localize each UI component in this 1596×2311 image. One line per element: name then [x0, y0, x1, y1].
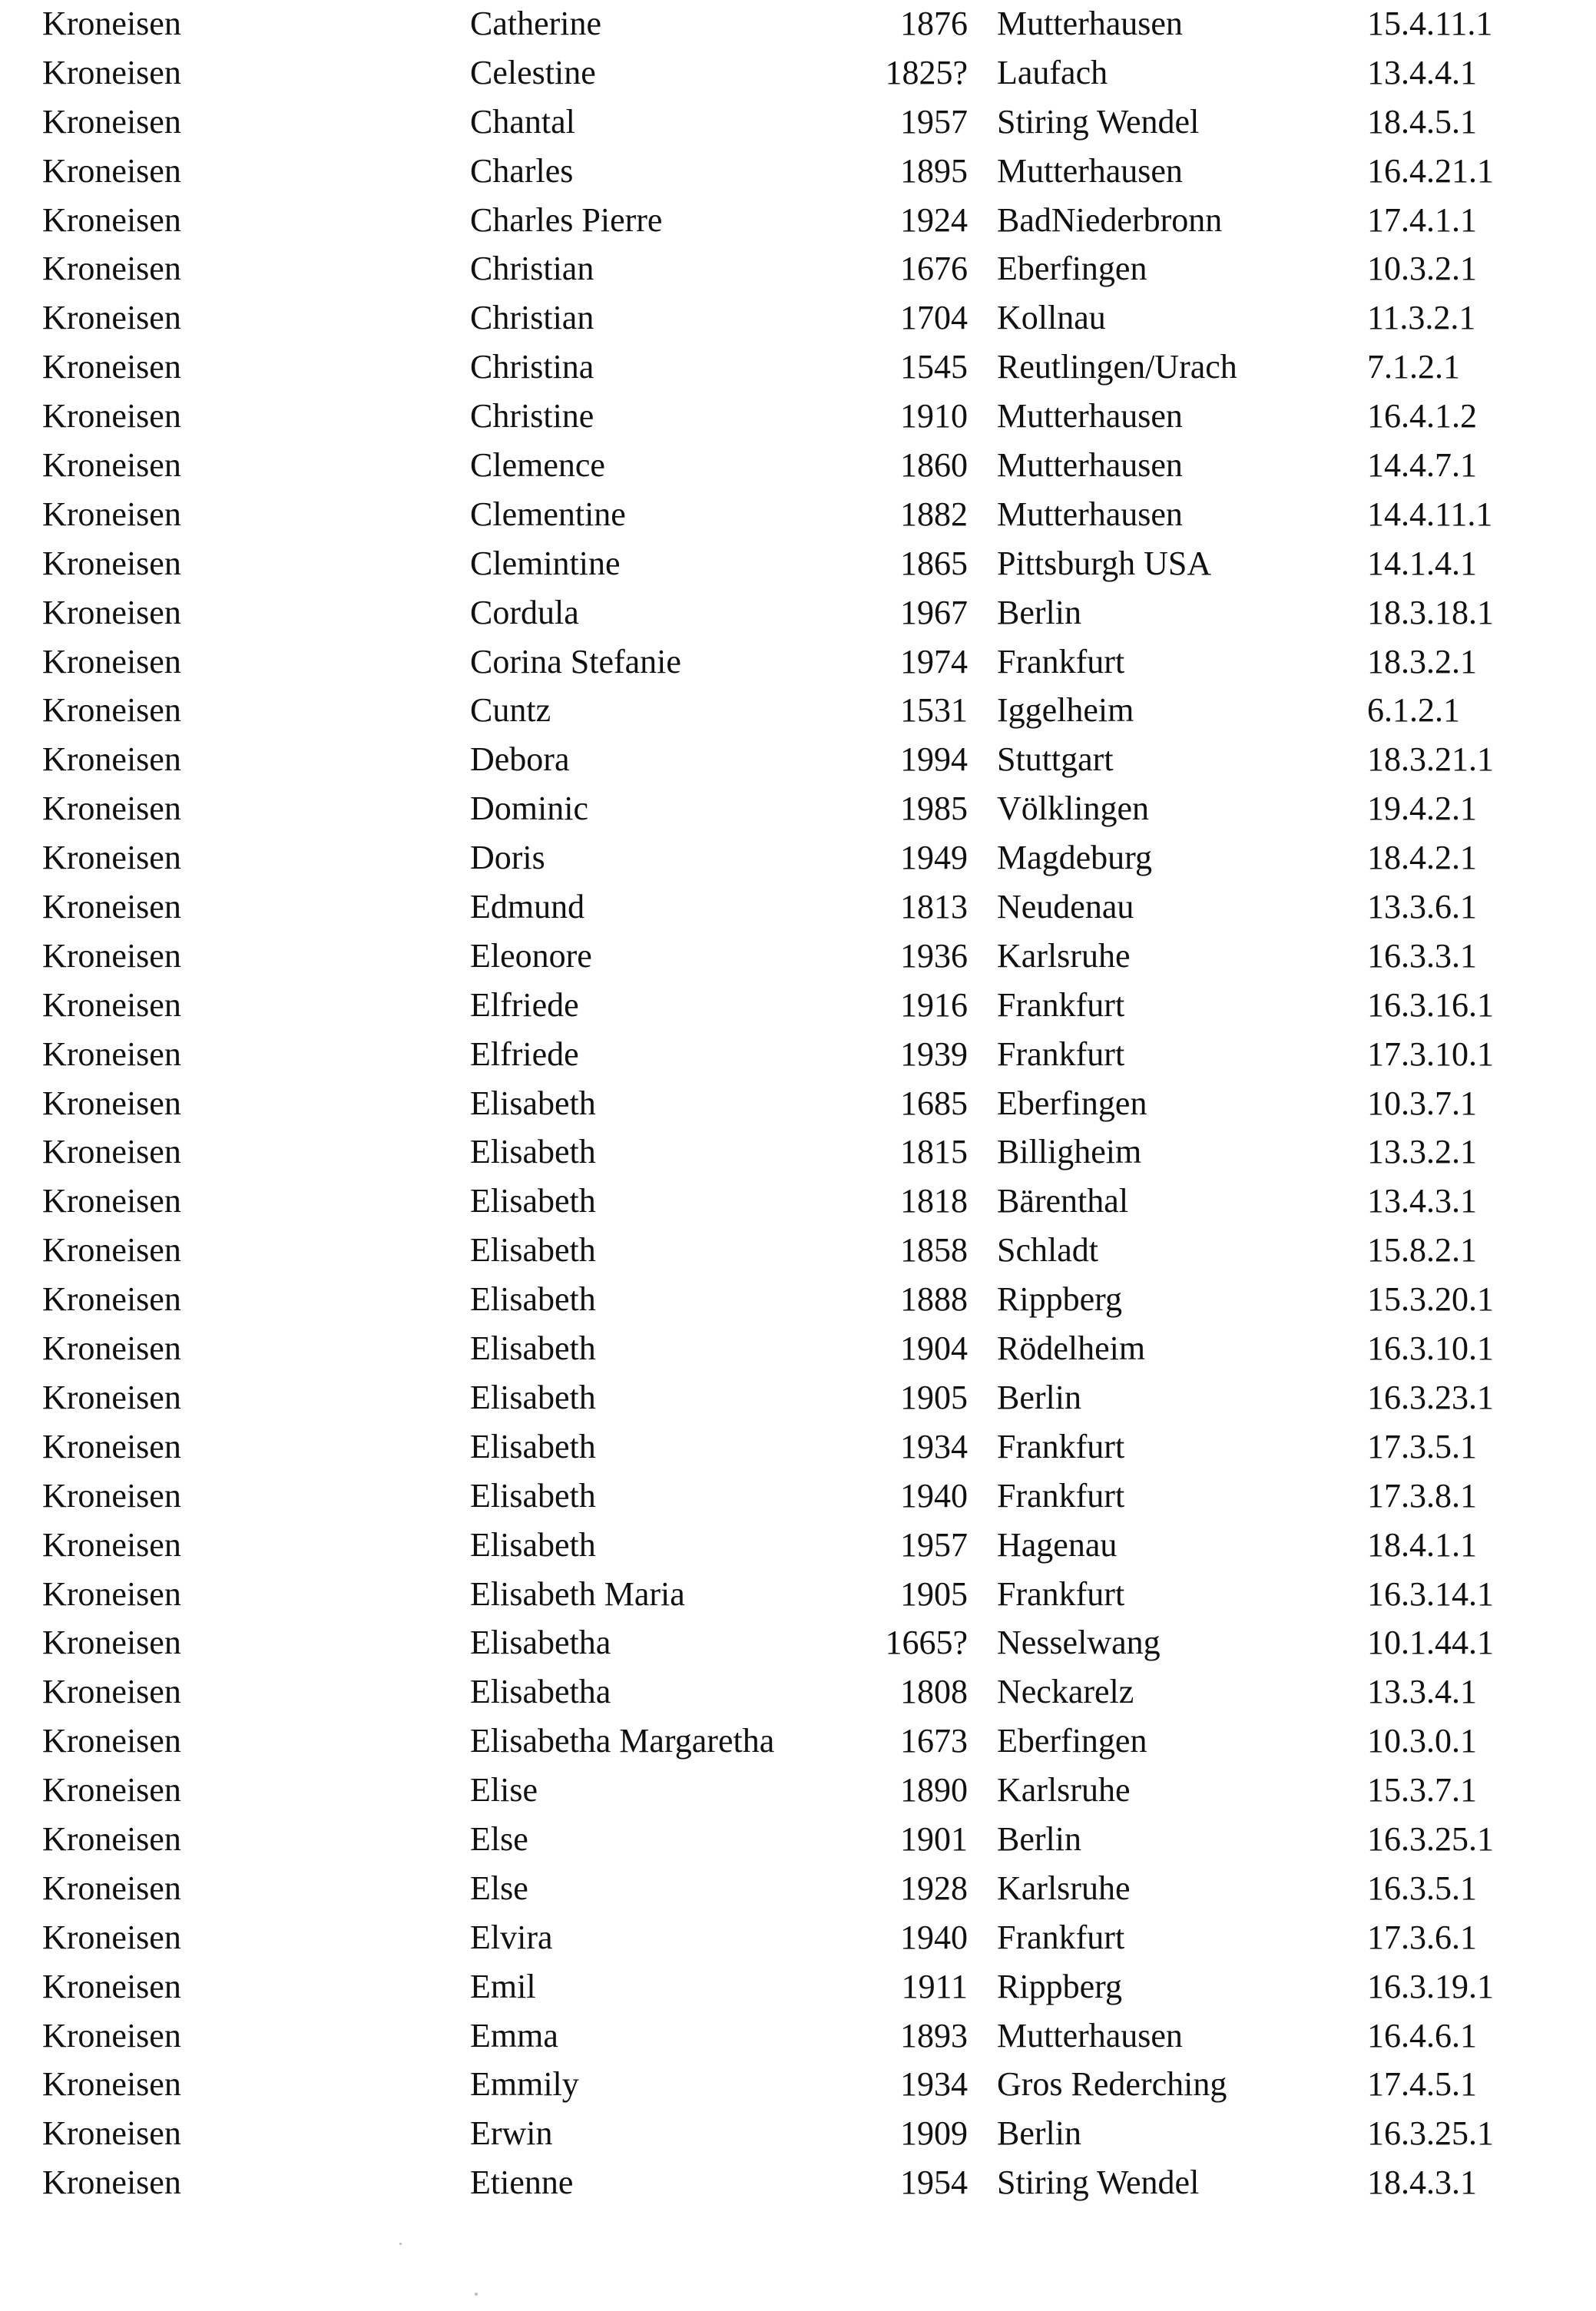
- year-cell: 1893: [900, 2016, 968, 2054]
- code-cell: 10.3.7.1: [1367, 1084, 1477, 1122]
- place-cell: Bärenthal: [997, 1182, 1129, 1220]
- table-row: [0, 1868, 1596, 1917]
- given-name-cell: Elise: [470, 1771, 538, 1809]
- code-cell: 19.4.2.1: [1367, 790, 1477, 828]
- surname-cell: Kroneisen: [42, 102, 181, 141]
- code-cell: 11.3.2.1: [1367, 299, 1476, 337]
- given-name-cell: Dominic: [470, 790, 588, 828]
- code-cell: 16.3.19.1: [1367, 1967, 1494, 2005]
- code-cell: 13.3.6.1: [1367, 888, 1477, 926]
- place-cell: Schladt: [997, 1231, 1098, 1270]
- place-cell: Rippberg: [997, 1280, 1122, 1319]
- given-name-cell: Else: [470, 1819, 528, 1858]
- code-cell: 14.1.4.1: [1367, 544, 1477, 582]
- surname-cell: Kroneisen: [42, 1819, 181, 1858]
- year-cell: 1909: [900, 2114, 968, 2153]
- table-row: [0, 1574, 1596, 1623]
- year-cell: 1928: [900, 1869, 968, 1907]
- given-name-cell: Eleonore: [470, 936, 592, 975]
- table-row: [0, 788, 1596, 837]
- given-name-cell: Celestine: [470, 53, 596, 91]
- place-cell: Mutterhausen: [997, 2016, 1183, 2054]
- surname-cell: Kroneisen: [42, 593, 181, 631]
- place-cell: Reutlingen/Urach: [997, 348, 1237, 386]
- table-row: [0, 1966, 1596, 2015]
- code-cell: 13.4.3.1: [1367, 1182, 1477, 1220]
- surname-cell: Kroneisen: [42, 348, 181, 386]
- code-cell: 7.1.2.1: [1367, 348, 1460, 386]
- surname-cell: Kroneisen: [42, 1231, 181, 1270]
- table-row: [0, 3, 1596, 52]
- place-cell: Karlsruhe: [997, 1869, 1131, 1907]
- year-cell: 1704: [900, 299, 968, 337]
- year-cell: 1985: [900, 790, 968, 828]
- table-row: [0, 592, 1596, 641]
- place-cell: Kollnau: [997, 299, 1106, 337]
- given-name-cell: Edmund: [470, 888, 585, 926]
- table-row: [0, 641, 1596, 690]
- year-cell: 1911: [901, 1967, 968, 2005]
- table-row: [0, 1230, 1596, 1279]
- code-cell: 18.3.21.1: [1367, 740, 1494, 779]
- code-cell: 15.3.20.1: [1367, 1280, 1494, 1319]
- given-name-cell: Elisabetha: [470, 1673, 611, 1711]
- place-cell: Frankfurt: [997, 1427, 1125, 1465]
- code-cell: 16.4.21.1: [1367, 151, 1494, 190]
- genealogy-table: [0, 3, 1596, 2211]
- table-row: [0, 396, 1596, 445]
- place-cell: Berlin: [997, 1378, 1081, 1416]
- surname-cell: Kroneisen: [42, 397, 181, 435]
- year-cell: 1905: [900, 1574, 968, 1613]
- given-name-cell: Corina Stefanie: [470, 642, 681, 680]
- code-cell: 14.4.11.1: [1367, 495, 1493, 533]
- surname-cell: Kroneisen: [42, 936, 181, 975]
- code-cell: 17.4.5.1: [1367, 2065, 1477, 2104]
- given-name-cell: Emma: [470, 2016, 558, 2054]
- code-cell: 13.4.4.1: [1367, 53, 1477, 91]
- place-cell: Rödelheim: [997, 1329, 1146, 1368]
- surname-cell: Kroneisen: [42, 1722, 181, 1760]
- surname-cell: Kroneisen: [42, 1574, 181, 1613]
- table-row: [0, 1622, 1596, 1671]
- surname-cell: Kroneisen: [42, 2016, 181, 2054]
- year-cell: 1545: [900, 348, 968, 386]
- given-name-cell: Debora: [470, 740, 570, 779]
- year-cell: 1954: [900, 2164, 968, 2202]
- surname-cell: Kroneisen: [42, 2164, 181, 2202]
- code-cell: 13.3.4.1: [1367, 1673, 1477, 1711]
- surname-cell: Kroneisen: [42, 1476, 181, 1515]
- code-cell: 18.4.3.1: [1367, 2164, 1477, 2202]
- place-cell: Eberfingen: [997, 1084, 1147, 1122]
- code-cell: 17.3.5.1: [1367, 1427, 1477, 1465]
- place-cell: Eberfingen: [997, 250, 1147, 288]
- code-cell: 16.3.16.1: [1367, 985, 1494, 1024]
- year-cell: 1676: [900, 250, 968, 288]
- place-cell: Stiring Wendel: [997, 2164, 1200, 2202]
- table-row: [0, 543, 1596, 592]
- given-name-cell: Elisabeth: [470, 1525, 596, 1564]
- year-cell: 1895: [900, 151, 968, 190]
- place-cell: Frankfurt: [997, 642, 1125, 680]
- table-row: [0, 297, 1596, 346]
- given-name-cell: Clementine: [470, 495, 626, 533]
- table-row: [0, 1525, 1596, 1574]
- surname-cell: Kroneisen: [42, 1673, 181, 1711]
- given-name-cell: Christina: [470, 348, 594, 386]
- surname-cell: Kroneisen: [42, 544, 181, 582]
- scan-speck: [399, 2243, 402, 2245]
- table-row: [0, 1770, 1596, 1819]
- place-cell: Frankfurt: [997, 1574, 1125, 1613]
- place-cell: BadNiederbronn: [997, 200, 1223, 239]
- year-cell: 1949: [900, 839, 968, 877]
- table-row: [0, 1475, 1596, 1525]
- table-row: [0, 985, 1596, 1034]
- place-cell: Berlin: [997, 1819, 1081, 1858]
- code-cell: 16.4.6.1: [1367, 2016, 1477, 2054]
- code-cell: 14.4.7.1: [1367, 446, 1477, 485]
- code-cell: 16.3.10.1: [1367, 1329, 1494, 1368]
- code-cell: 18.4.1.1: [1367, 1525, 1477, 1564]
- year-cell: 1818: [900, 1182, 968, 1220]
- given-name-cell: Christine: [470, 397, 594, 435]
- code-cell: 6.1.2.1: [1367, 691, 1460, 730]
- place-cell: Pittsburgh USA: [997, 544, 1212, 582]
- year-cell: 1940: [900, 1918, 968, 1956]
- year-cell: 1901: [900, 1819, 968, 1858]
- year-cell: 1890: [900, 1771, 968, 1809]
- place-cell: Mutterhausen: [997, 495, 1183, 533]
- place-cell: Iggelheim: [997, 691, 1134, 730]
- place-cell: Eberfingen: [997, 1722, 1147, 1760]
- year-cell: 1994: [900, 740, 968, 779]
- year-cell: 1860: [900, 446, 968, 485]
- year-cell: 1904: [900, 1329, 968, 1368]
- given-name-cell: Clemintine: [470, 544, 621, 582]
- given-name-cell: Etienne: [470, 2164, 574, 2202]
- year-cell: 1940: [900, 1476, 968, 1515]
- surname-cell: Kroneisen: [42, 790, 181, 828]
- given-name-cell: Catherine: [470, 5, 602, 42]
- code-cell: 16.3.25.1: [1367, 1819, 1494, 1858]
- given-name-cell: Christian: [470, 299, 594, 337]
- code-cell: 13.3.2.1: [1367, 1133, 1477, 1171]
- surname-cell: Kroneisen: [42, 53, 181, 91]
- table-row: [0, 1819, 1596, 1868]
- table-row: [0, 248, 1596, 297]
- table-row: [0, 151, 1596, 200]
- year-cell: 1934: [900, 1427, 968, 1465]
- code-cell: 18.3.2.1: [1367, 642, 1477, 680]
- given-name-cell: Elvira: [470, 1918, 553, 1956]
- year-cell: 1882: [900, 495, 968, 533]
- year-cell: 1673: [900, 1722, 968, 1760]
- table-row: [0, 1377, 1596, 1426]
- year-cell: 1916: [900, 985, 968, 1024]
- table-row: [0, 200, 1596, 249]
- year-cell: 1936: [900, 936, 968, 975]
- table-row: [0, 739, 1596, 788]
- surname-cell: Kroneisen: [42, 1918, 181, 1956]
- surname-cell: Kroneisen: [42, 151, 181, 190]
- given-name-cell: Cordula: [470, 593, 579, 631]
- code-cell: 18.4.5.1: [1367, 102, 1477, 141]
- code-cell: 17.4.1.1: [1367, 200, 1477, 239]
- place-cell: Berlin: [997, 593, 1081, 631]
- surname-cell: Kroneisen: [42, 299, 181, 337]
- given-name-cell: Elisabeth: [470, 1182, 596, 1220]
- year-cell: 1813: [900, 888, 968, 926]
- place-cell: Hagenau: [997, 1525, 1118, 1564]
- surname-cell: Kroneisen: [42, 1525, 181, 1564]
- code-cell: 16.3.5.1: [1367, 1869, 1477, 1907]
- year-cell: 1910: [900, 397, 968, 435]
- surname-cell: Kroneisen: [42, 2114, 181, 2153]
- year-cell: 1934: [900, 2065, 968, 2104]
- place-cell: Frankfurt: [997, 985, 1125, 1024]
- place-cell: Frankfurt: [997, 1035, 1125, 1073]
- surname-cell: Kroneisen: [42, 1771, 181, 1809]
- table-row: [0, 1034, 1596, 1083]
- scan-speck: [475, 2293, 478, 2296]
- surname-cell: Kroneisen: [42, 740, 181, 779]
- place-cell: Mutterhausen: [997, 151, 1183, 190]
- table-row: [0, 2064, 1596, 2113]
- table-row: [0, 886, 1596, 935]
- given-name-cell: Emil: [470, 1967, 536, 2005]
- table-row: [0, 346, 1596, 396]
- year-cell: 1858: [900, 1231, 968, 1270]
- code-cell: 15.8.2.1: [1367, 1231, 1477, 1270]
- given-name-cell: Elisabetha Margaretha: [470, 1722, 775, 1760]
- year-cell: 1974: [900, 642, 968, 680]
- year-cell: 1531: [900, 691, 968, 730]
- year-cell: 1808: [900, 1673, 968, 1711]
- table-row: [0, 445, 1596, 494]
- code-cell: 17.3.8.1: [1367, 1476, 1477, 1515]
- surname-cell: Kroneisen: [42, 839, 181, 877]
- year-cell: 1939: [900, 1035, 968, 1073]
- code-cell: 16.3.25.1: [1367, 2114, 1494, 2153]
- given-name-cell: Elisabeth: [470, 1329, 596, 1368]
- given-name-cell: Elfriede: [470, 1035, 579, 1073]
- table-row: [0, 935, 1596, 985]
- given-name-cell: Elisabeth: [470, 1231, 596, 1270]
- place-cell: Billigheim: [997, 1133, 1142, 1171]
- surname-cell: Kroneisen: [42, 1427, 181, 1465]
- year-cell: 1888: [900, 1280, 968, 1319]
- year-cell: 1876: [900, 5, 968, 42]
- code-cell: 10.3.0.1: [1367, 1722, 1477, 1760]
- given-name-cell: Charles Pierre: [470, 200, 663, 239]
- table-row: [0, 690, 1596, 739]
- place-cell: Magdeburg: [997, 839, 1153, 877]
- code-cell: 18.3.18.1: [1367, 593, 1494, 631]
- place-cell: Mutterhausen: [997, 397, 1183, 435]
- code-cell: 16.3.23.1: [1367, 1378, 1494, 1416]
- given-name-cell: Elisabetha: [470, 1624, 611, 1662]
- given-name-cell: Else: [470, 1869, 528, 1907]
- year-cell: 1815: [900, 1133, 968, 1171]
- surname-cell: Kroneisen: [42, 1869, 181, 1907]
- year-cell: 1967: [900, 593, 968, 631]
- place-cell: Mutterhausen: [997, 5, 1183, 42]
- surname-cell: Kroneisen: [42, 2065, 181, 2104]
- code-cell: 17.3.10.1: [1367, 1035, 1494, 1073]
- code-cell: 15.4.11.1: [1367, 5, 1493, 42]
- table-row: [0, 1083, 1596, 1132]
- code-cell: 18.4.2.1: [1367, 839, 1477, 877]
- code-cell: 15.3.7.1: [1367, 1771, 1477, 1809]
- table-row: [0, 494, 1596, 543]
- table-row: [0, 101, 1596, 151]
- table-row: [0, 1917, 1596, 1966]
- surname-cell: Kroneisen: [42, 1133, 181, 1171]
- surname-cell: Kroneisen: [42, 1329, 181, 1368]
- code-cell: 10.1.44.1: [1367, 1624, 1494, 1662]
- year-cell: 1957: [900, 102, 968, 141]
- place-cell: Mutterhausen: [997, 446, 1183, 485]
- place-cell: Stiring Wendel: [997, 102, 1200, 141]
- given-name-cell: Elfriede: [470, 985, 579, 1024]
- surname-cell: Kroneisen: [42, 1182, 181, 1220]
- surname-cell: Kroneisen: [42, 200, 181, 239]
- code-cell: 16.4.1.2: [1367, 397, 1477, 435]
- given-name-cell: Clemence: [470, 446, 605, 485]
- given-name-cell: Erwin: [470, 2114, 553, 2153]
- place-cell: Karlsruhe: [997, 1771, 1131, 1809]
- year-cell: 1665?: [885, 1624, 968, 1662]
- surname-cell: Kroneisen: [42, 691, 181, 730]
- table-row: [0, 2162, 1596, 2211]
- code-cell: 16.3.14.1: [1367, 1574, 1494, 1613]
- surname-cell: Kroneisen: [42, 1280, 181, 1319]
- given-name-cell: Emmily: [470, 2065, 579, 2104]
- place-cell: Nesselwang: [997, 1624, 1161, 1662]
- given-name-cell: Elisabeth: [470, 1476, 596, 1515]
- table-row: [0, 837, 1596, 886]
- surname-cell: Kroneisen: [42, 1035, 181, 1073]
- given-name-cell: Elisabeth: [470, 1378, 596, 1416]
- place-cell: Berlin: [997, 2114, 1081, 2153]
- year-cell: 1957: [900, 1525, 968, 1564]
- table-row: [0, 1131, 1596, 1180]
- year-cell: 1865: [900, 544, 968, 582]
- table-row: [0, 1328, 1596, 1377]
- surname-cell: Kroneisen: [42, 642, 181, 680]
- given-name-cell: Christian: [470, 250, 594, 288]
- year-cell: 1685: [900, 1084, 968, 1122]
- given-name-cell: Elisabeth: [470, 1133, 596, 1171]
- surname-cell: Kroneisen: [42, 5, 181, 42]
- table-row: [0, 2015, 1596, 2064]
- place-cell: Laufach: [997, 53, 1108, 91]
- given-name-cell: Elisabeth: [470, 1427, 596, 1465]
- surname-cell: Kroneisen: [42, 1624, 181, 1662]
- table-row: [0, 1671, 1596, 1720]
- place-cell: Gros Rederching: [997, 2065, 1227, 2104]
- year-cell: 1825?: [885, 53, 968, 91]
- table-row: [0, 1180, 1596, 1230]
- table-row: [0, 1279, 1596, 1328]
- table-row: [0, 1426, 1596, 1475]
- given-name-cell: Doris: [470, 839, 545, 877]
- place-cell: Neckarelz: [997, 1673, 1134, 1711]
- table-row: [0, 1720, 1596, 1770]
- surname-cell: Kroneisen: [42, 1378, 181, 1416]
- surname-cell: Kroneisen: [42, 985, 181, 1024]
- place-cell: Neudenau: [997, 888, 1134, 926]
- place-cell: Frankfurt: [997, 1476, 1125, 1515]
- table-row: [0, 2113, 1596, 2162]
- code-cell: 16.3.3.1: [1367, 936, 1477, 975]
- code-cell: 10.3.2.1: [1367, 250, 1477, 288]
- given-name-cell: Elisabeth Maria: [470, 1574, 685, 1613]
- year-cell: 1924: [900, 200, 968, 239]
- place-cell: Stuttgart: [997, 740, 1114, 779]
- surname-cell: Kroneisen: [42, 446, 181, 485]
- given-name-cell: Chantal: [470, 102, 575, 141]
- year-cell: 1905: [900, 1378, 968, 1416]
- table-row: [0, 52, 1596, 101]
- surname-cell: Kroneisen: [42, 250, 181, 288]
- given-name-cell: Cuntz: [470, 691, 551, 730]
- surname-cell: Kroneisen: [42, 888, 181, 926]
- given-name-cell: Elisabeth: [470, 1280, 596, 1319]
- code-cell: 17.3.6.1: [1367, 1918, 1477, 1956]
- given-name-cell: Charles: [470, 151, 574, 190]
- place-cell: Völklingen: [997, 790, 1149, 828]
- place-cell: Frankfurt: [997, 1918, 1125, 1956]
- place-cell: Rippberg: [997, 1967, 1122, 2005]
- surname-cell: Kroneisen: [42, 495, 181, 533]
- place-cell: Karlsruhe: [997, 936, 1131, 975]
- surname-cell: Kroneisen: [42, 1967, 181, 2005]
- given-name-cell: Elisabeth: [470, 1084, 596, 1122]
- surname-cell: Kroneisen: [42, 1084, 181, 1122]
